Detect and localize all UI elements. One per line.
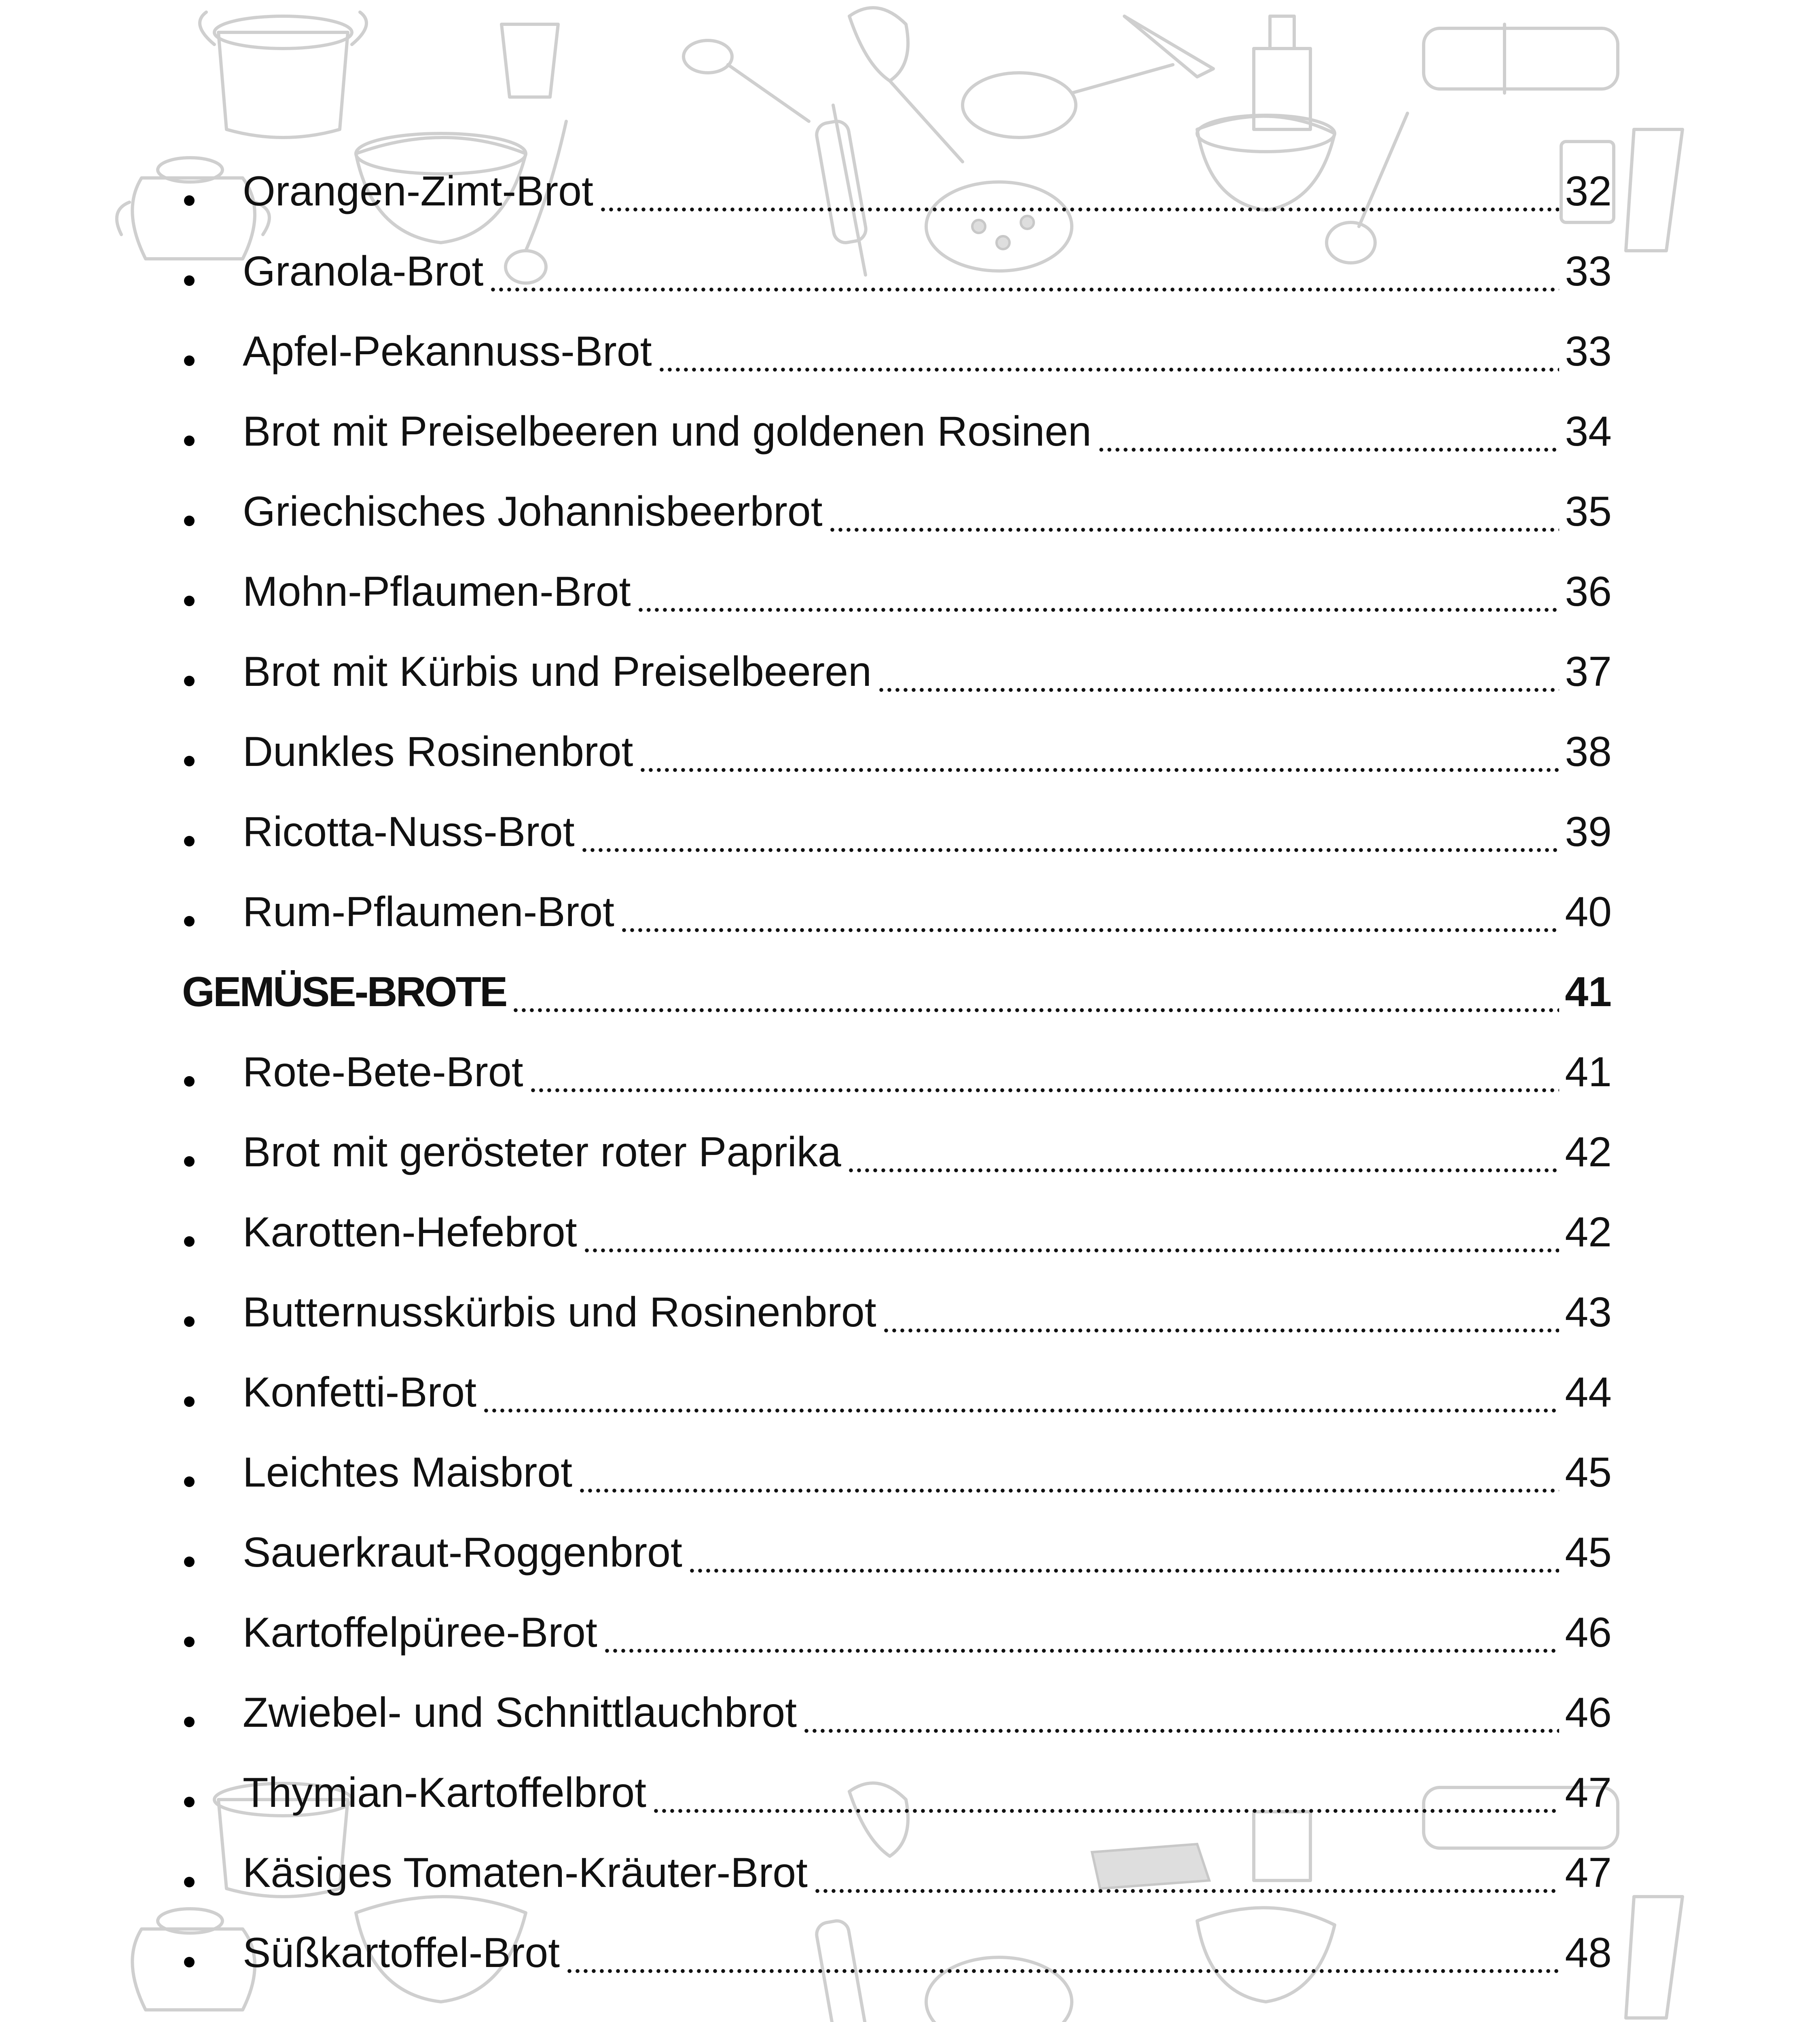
- entry-title: Rum-Pflaumen-Brot: [243, 888, 614, 935]
- page-number: 34: [1565, 408, 1612, 455]
- toc-entry: [178, 1601, 1612, 1666]
- toc-entry: [178, 240, 1612, 305]
- bullet-icon: [184, 836, 195, 846]
- page-number: 37: [1565, 648, 1612, 695]
- entry-title: Süßkartoffel-Brot: [243, 1929, 560, 1976]
- page-number: 33: [1565, 328, 1612, 375]
- page-number: 45: [1565, 1449, 1612, 1496]
- page-number: 39: [1565, 808, 1612, 855]
- page-number: 33: [1565, 248, 1612, 295]
- dot-leader: [877, 688, 1559, 692]
- entry-title: Brot mit Preiselbeeren und goldenen Rosinen: [243, 408, 1092, 455]
- toc-entry: [178, 1521, 1612, 1586]
- toc-entry: [178, 1201, 1612, 1265]
- dot-leader: [512, 1008, 1559, 1012]
- dot-leader: [620, 928, 1559, 932]
- dot-leader: [639, 768, 1559, 772]
- bullet-icon: [184, 1236, 195, 1247]
- page-number: 43: [1565, 1289, 1612, 1336]
- bullet-icon: [184, 1156, 195, 1167]
- toc-entry: [178, 1041, 1612, 1105]
- bullet-icon: [184, 1957, 195, 1967]
- entry-title: Rote-Bete-Brot: [243, 1049, 523, 1096]
- dot-leader: [565, 1969, 1559, 1973]
- bullet-icon: [184, 355, 195, 366]
- entry-title: Sauerkraut-Roggenbrot: [243, 1529, 682, 1576]
- bullet-icon: [184, 1476, 195, 1487]
- page-number: 46: [1565, 1689, 1612, 1736]
- dot-leader: [599, 207, 1559, 212]
- dot-leader: [578, 1489, 1559, 1493]
- dot-leader: [847, 1168, 1559, 1172]
- toc-entry: [178, 400, 1612, 465]
- entry-title: Griechisches Johannisbeerbrot: [243, 488, 823, 535]
- dot-leader: [813, 1889, 1559, 1893]
- toc-entry: [178, 880, 1612, 945]
- page-number: 42: [1565, 1209, 1612, 1256]
- toc-entry: [178, 800, 1612, 865]
- bullet-icon: [184, 1797, 195, 1807]
- toc-entry: [178, 640, 1612, 705]
- toc-entry: [178, 1361, 1612, 1426]
- dot-leader: [882, 1328, 1559, 1332]
- page-number: 38: [1565, 728, 1612, 775]
- toc-entry: [178, 1841, 1612, 1906]
- page-number: 41: [1565, 1049, 1612, 1096]
- page-number: 32: [1565, 168, 1612, 215]
- bullet-icon: [184, 756, 195, 766]
- dot-leader: [482, 1409, 1559, 1413]
- toc-entry: [178, 1681, 1612, 1746]
- bullet-icon: [184, 1637, 195, 1647]
- page-number: 40: [1565, 888, 1612, 935]
- page-number: 47: [1565, 1769, 1612, 1816]
- bullet-icon: [184, 1557, 195, 1567]
- bullet-icon: [184, 516, 195, 526]
- bullet-icon: [184, 676, 195, 686]
- entry-title: Kartoffelpüree-Brot: [243, 1609, 597, 1656]
- dot-leader: [828, 528, 1559, 532]
- dot-leader: [1097, 448, 1559, 452]
- bullet-icon: [184, 1316, 195, 1327]
- dot-leader: [637, 608, 1559, 612]
- entry-title: Mohn-Pflaumen-Brot: [243, 568, 631, 615]
- page-number: 44: [1565, 1369, 1612, 1416]
- entry-title: Leichtes Maisbrot: [243, 1449, 573, 1496]
- toc-entry: [178, 720, 1612, 785]
- dot-leader: [603, 1649, 1559, 1653]
- toc-entry: [178, 1121, 1612, 1185]
- toc-entry: [178, 1441, 1612, 1506]
- entry-title: Dunkles Rosinenbrot: [243, 728, 633, 775]
- entry-title: Brot mit Kürbis und Preiselbeeren: [243, 648, 872, 695]
- toc-entry: [178, 160, 1612, 224]
- entry-title: Käsiges Tomaten-Kräuter-Brot: [243, 1849, 808, 1896]
- toc-entry: [178, 1921, 1612, 1986]
- dot-leader: [652, 1809, 1559, 1813]
- bullet-icon: [184, 1396, 195, 1407]
- page-number: 47: [1565, 1849, 1612, 1896]
- entry-title: Brot mit gerösteter roter Paprika: [243, 1129, 841, 1176]
- entry-title: Karotten-Hefebrot: [243, 1209, 577, 1256]
- page-number: 45: [1565, 1529, 1612, 1576]
- toc-section-heading: [178, 960, 1612, 1025]
- dot-leader: [580, 848, 1559, 852]
- entry-title: Ricotta-Nuss-Brot: [243, 808, 575, 855]
- toc-entry: [178, 480, 1612, 545]
- toc-entry: [178, 320, 1612, 385]
- bullet-icon: [184, 1076, 195, 1087]
- bullet-icon: [184, 195, 195, 206]
- bullet-icon: [184, 1717, 195, 1727]
- section-title: GEMÜSE-BROTE: [182, 969, 506, 1015]
- toc-entry: [178, 560, 1612, 625]
- entry-title: Apfel-Pekannuss-Brot: [243, 328, 652, 375]
- dot-leader: [658, 368, 1559, 372]
- page-number: 35: [1565, 488, 1612, 535]
- dot-leader: [489, 288, 1559, 292]
- dot-leader: [583, 1248, 1559, 1252]
- dot-leader: [802, 1729, 1559, 1733]
- entry-title: Granola-Brot: [243, 248, 484, 295]
- entry-title: Butternusskürbis und Rosinenbrot: [243, 1289, 876, 1336]
- toc-entry: [178, 1761, 1612, 1826]
- page-number: 41: [1565, 969, 1612, 1015]
- entry-title: Konfetti-Brot: [243, 1369, 477, 1416]
- dot-leader: [529, 1088, 1559, 1092]
- entry-title: Zwiebel- und Schnittlauchbrot: [243, 1689, 797, 1736]
- dot-leader: [688, 1569, 1559, 1573]
- bullet-icon: [184, 916, 195, 926]
- page-number: 46: [1565, 1609, 1612, 1656]
- bullet-icon: [184, 596, 195, 606]
- bullet-icon: [184, 1877, 195, 1887]
- page-number: 36: [1565, 568, 1612, 615]
- page-number: 42: [1565, 1129, 1612, 1176]
- bullet-icon: [184, 436, 195, 446]
- page-number: 48: [1565, 1929, 1612, 1976]
- bullet-icon: [184, 275, 195, 286]
- toc-entry: [178, 1281, 1612, 1345]
- entry-title: Orangen-Zimt-Brot: [243, 168, 593, 215]
- entry-title: Thymian-Kartoffelbrot: [243, 1769, 647, 1816]
